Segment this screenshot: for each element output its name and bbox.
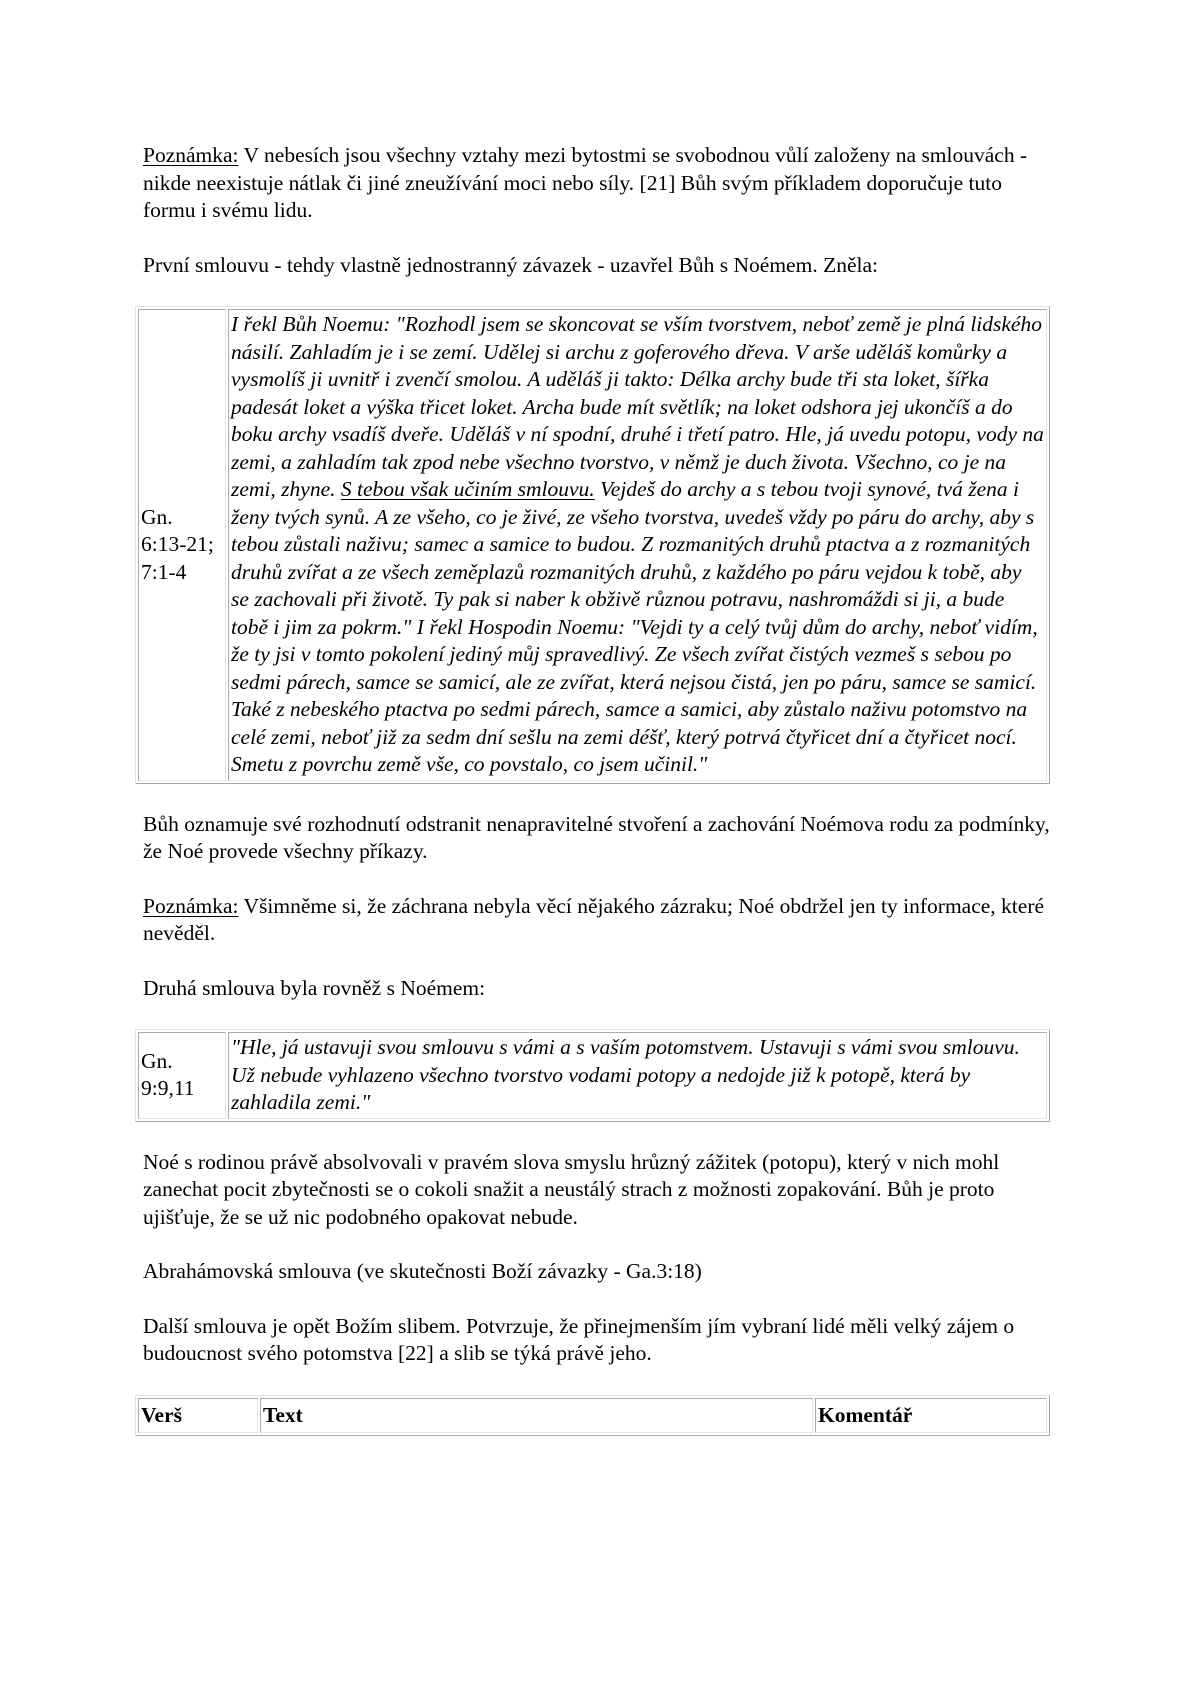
column-header-comment: Komentář — [815, 1398, 1047, 1434]
explanation-paragraph: Bůh oznamuje své rozhodnutí odstranit nenapravitelné stvoření a zachování Noémova rodu za podmínky, že Noé provede všechny příkazy. — [143, 811, 1050, 863]
intro-second-covenant: Druhá smlouva byla rovněž s Noémem: — [143, 975, 486, 1000]
table-header-row — [138, 1398, 1047, 1434]
note-paragraph-2 — [143, 893, 1058, 948]
table-row — [138, 309, 1047, 781]
note-label: Poznámka: — [143, 893, 239, 918]
next-covenant-paragraph: Další smlouva je opět Božím slibem. Potvrzuje, že přinejmenším jím vybraní lidé měli velký zájem o budoucnost svého potomstva [22] a slib se týká právě jeho. — [143, 1313, 1015, 1365]
covenant-underlined-text: S tebou však učiním smlouvu. — [340, 477, 595, 501]
note-text: Všimněme si, že záchrana nebyla věcí nějakého zázraku; Noé obdržel jen ty informace, které nevěděl. — [143, 893, 1045, 945]
noah-family-paragraph: Noé s rodinou právě absolvovali v pravém slova smyslu hrůzný zážitek (potopu), který v nich mohl zanechat pocit zbytečnosti se o cokoli snažit a neustálý strach z možnosti zopakování. Bůh je proto ujišťuje, že se už nic podobného opakovat nebude. — [143, 1149, 1000, 1229]
table-row — [138, 1032, 1047, 1119]
scripture-table-genesis-9 — [135, 1029, 1050, 1122]
document-page — [143, 142, 1058, 1463]
verse-commentary-table — [135, 1395, 1050, 1437]
note-paragraph-1 — [143, 142, 1058, 225]
verse-text: "Hle, já ustavuji svou smlouvu s vámi a s vaším potomstvem. Ustavuji s vámi svou smlouvu. Už nebude vyhlazeno všechno tvorstvo vodami potopy a nedojde již k potopě, která by zahladila zemi." — [228, 1032, 1047, 1119]
note-label: Poznámka: — [143, 143, 239, 167]
scripture-table-genesis-6 — [135, 306, 1050, 784]
column-header-text: Text — [260, 1398, 813, 1434]
verse-reference: Gn. 6:13-21; 7:1-4 — [138, 309, 226, 781]
verse-reference: Gn. 9:9,11 — [138, 1032, 226, 1119]
intro-first-covenant: První smlouvu - tehdy vlastně jednostranný závazek - uzavřel Bůh s Noémem. Zněla: — [143, 252, 878, 277]
column-header-verse: Verš — [138, 1398, 258, 1434]
note-text: V nebesích jsou všechny vztahy mezi bytostmi se svobodnou vůlí založeny na smlouvách - nikde neexistuje nátlak či jiné zneužívání moci nebo síly. [21] Bůh svým příkladem doporučuje tuto formu i svému lidu. — [143, 143, 1028, 222]
abrahamic-covenant-heading: Abrahámovská smlouva (ve skutečnosti Boží závazky - Ga.3:18) — [143, 1259, 702, 1283]
verse-text: I řekl Bůh Noemu: "Rozhodl jsem se skoncovat se vším tvorstvem, neboť země je plná lidského násilí. Zahladím je i se zemí. Udělej si archu z goferového dřeva. V arše uděláš komůrky a vysmolíš ji uvnitř i zvenčí smolou. A uděláš ji takto: Délka archy bude tři sta loket, šířka padesát loket a výška třicet loket. Archa bude mít světlík; na loket odshora jej ukončíš a do boku archy vsadíš dveře. Uděláš v ní spodní, druhé i třetí patro. Hle, já uvedu potopu, vody na zemi, a zahladím tak zpod nebe všechno tvorstvo, v němž je duch života. Všechno, co je na zemi, zhyne. S tebou však učiním smlouvu. Vejdeš do archy a s tebou tvoji synové, tvá žena i ženy tvých synů. A ze všeho, co je živé, ze všeho tvorstva, uvedeš vždy po páru do archy, aby s tebou zůstali naživu; samec a samice to budou. Z rozmanitých druhů ptactva a z rozmanitých druhů zvířat a ze všech zeměplazů rozmanitých druhů, z každého po páru vejdou k tobě, aby se zachovali při životě. Ty pak si naber k obživě různou potravu, nashromáždi si ji, a bude tobě i jim za pokrm." I řekl Hospodin Noemu: "Vejdi ty a celý tvůj dům do archy, neboť vidím, že ty jsi v tomto pokolení jediný můj spravedlivý. Ze všech zvířat čistých vezmeš s sebou po sedmi párech, samce se samicí, ale ze zvířat, která nejsou čistá, jen po páru, samce se samicí. Také z nebeského ptactva po sedmi párech, samce a samici, aby zůstalo naživu potomstvo na celé zemi, neboť již za sedm dní sešlu na zemi déšť, který potrvá čtyřicet dní a čtyřicet nocí. Smetu z povrchu země vše, co povstalo, co jsem učinil." — [228, 309, 1047, 781]
